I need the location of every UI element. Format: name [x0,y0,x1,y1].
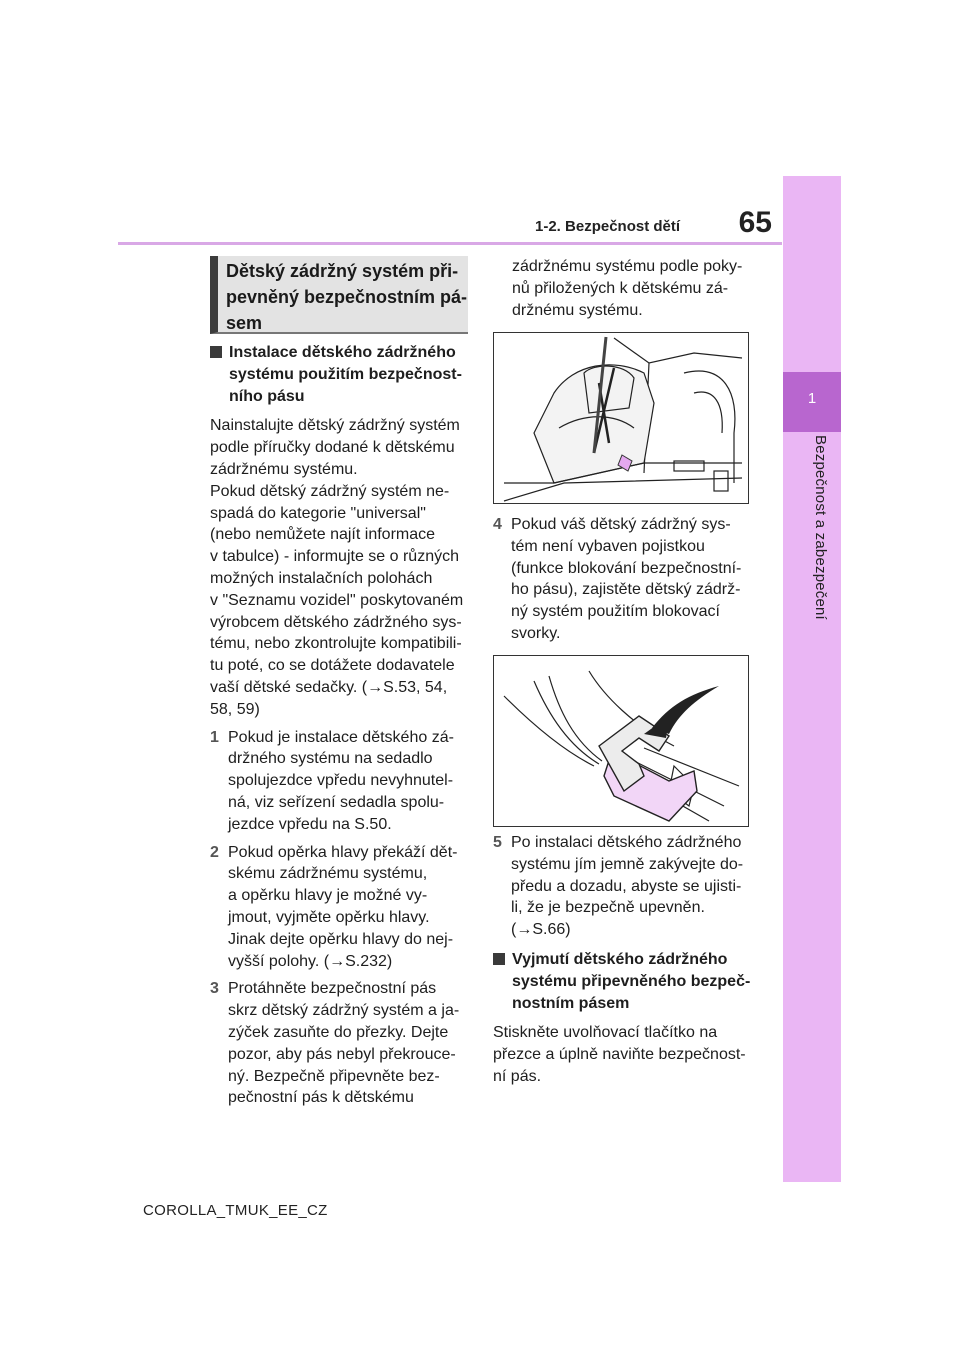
step-number: 2 [210,843,219,861]
text-line: pečnostní pás k dětskému [228,1089,414,1107]
subheading-line: ního pásu [229,387,305,405]
text-line: Jinak dejte opěrku hlavy do nej- [228,930,454,948]
subheading-line: systému použitím bezpečnost- [229,365,462,383]
chapter-title: Bezpečnost a zabezpečení [812,435,829,620]
text-line: Pokud váš dětský zádržný sys- [511,516,731,533]
section-heading-box [210,256,468,334]
text-line: ní pás. [493,1067,542,1085]
step-number: 3 [210,980,219,998]
step-number: 5 [493,834,502,851]
step-3 [210,978,470,1109]
text-line: ný. Bezpečně připevněte bez- [228,1067,440,1085]
step-4 [493,514,763,645]
text-line: zádržnému systému. [210,460,358,478]
text-line: skrz dětský zádržný systém a ja- [228,1002,460,1020]
document-code: COROLLA_TMUK_EE_CZ [143,1202,328,1219]
section-heading-line: Dětský zádržný systém při- [226,261,459,281]
subheading-line: nostním pásem [512,994,630,1012]
child-seat-illustration [493,332,749,504]
text-line: (→S.66) [511,921,571,939]
right-column-lower [493,832,763,1088]
text-line: svorky. [511,624,561,642]
header-divider [118,242,782,245]
text-line: zádržnému systému podle poky- [512,258,743,275]
text-line: výrobcem dětského zádržného sys- [210,613,462,631]
text-line: skému zádržnému systému, [228,865,428,883]
text-line: ná, viz seřízení sedadla spolu- [228,793,445,811]
text-line: jezdce vpředu na S.50. [228,815,392,833]
subheading-install [210,342,470,407]
text-line: podle příručky dodané k dětskému [210,439,455,457]
step-5 [493,832,763,941]
text-line: předu a dozadu, abyste se ujisti- [511,877,742,895]
subheading-line: systému připevněného bezpeč- [512,972,751,990]
child-seat-drawing [494,333,747,502]
text-line: zýček zasuňte do přezky. Dejte [228,1023,449,1041]
text-line: Protáhněte bezpečnostní pás [228,980,437,998]
text-line: Pokud opěrka hlavy překáží dět- [228,843,458,861]
text-line: Stiskněte uvolňovací tlačítko na [493,1024,718,1042]
text-line: tém není vybaven pojistkou [511,537,705,555]
square-bullet-icon [210,346,222,358]
text-line: systému jím jemně zakývejte do- [511,855,744,873]
text-line: držného systému na sedadlo [228,750,433,768]
intro-paragraph [210,415,470,720]
text-line: v tabulce) - informujte se o různých [210,548,459,566]
text-line: Pokud je instalace dětského zá- [228,728,454,746]
left-column [210,342,470,1109]
subheading-line: Instalace dětského zádržného [229,344,456,361]
text-line: vaší dětské sedačky. (→S.53, 54, [210,678,448,696]
text-line: a opěrku hlavy je možné vy- [228,887,428,905]
text-line: ný systém použitím blokovací [511,603,720,621]
text-line: ho pásu), zajistěte dětský zádrž- [511,581,741,599]
section-title: 1-2. Bezpečnost dětí [535,218,681,235]
text-line: možných instalačních polohách [210,569,433,587]
text-line: tu poté, co se dotážete dodavatele [210,657,455,675]
chapter-number: 1 [807,390,817,407]
text-line: nů přiložených k dětskému zá- [512,279,729,297]
text-line: Po instalaci dětského zádržného [511,834,742,851]
step-1 [210,727,470,836]
right-column-continuation [512,256,762,321]
locking-clip-drawing [494,656,747,825]
step-number: 1 [210,728,219,746]
text-line: (nebo nemůžete najít informace [210,526,436,544]
page-number: 65 [738,206,772,239]
text-line: vyšší polohy. (→S.232) [228,952,393,970]
step-2 [210,842,470,973]
text-line: v "Seznamu vozidel" poskytovaném [210,591,464,609]
text-line: přezce a úplně naviňte bezpečnost- [493,1046,746,1064]
outro-paragraph [493,1022,763,1087]
chapter-side-tab [783,176,841,1182]
text-line: Nainstalujte dětský zádržný systém [210,417,460,435]
text-line: (funkce blokování bezpečnostní- [511,559,742,577]
subheading-remove [493,949,763,1014]
subheading-line: Vyjmutí dětského zádržného [512,950,728,968]
text-line: jmout, vyjměte opěrku hlavy. [228,908,430,926]
text-line: spadá do kategorie "universal" [210,504,426,522]
step-number: 4 [493,516,502,533]
text-line: li, že je bezpečně upevněn. [511,899,705,917]
square-bullet-icon [493,953,505,965]
section-heading-line: sem [226,313,263,333]
text-line: pozor, aby pás nebyl překrouce- [228,1045,456,1063]
locking-clip-illustration [493,655,749,827]
section-heading-line: pevněný bezpečnostním pá- [226,287,468,307]
text-line: držnému systému. [512,301,643,319]
text-line: Pokud dětský zádržný systém ne- [210,482,450,500]
text-line: tému, nebo zkontrolujte kompatibili- [210,635,462,653]
text-line: spolujezdce vpředu nevyhnutel- [228,772,454,790]
text-line: 58, 59) [210,700,260,718]
